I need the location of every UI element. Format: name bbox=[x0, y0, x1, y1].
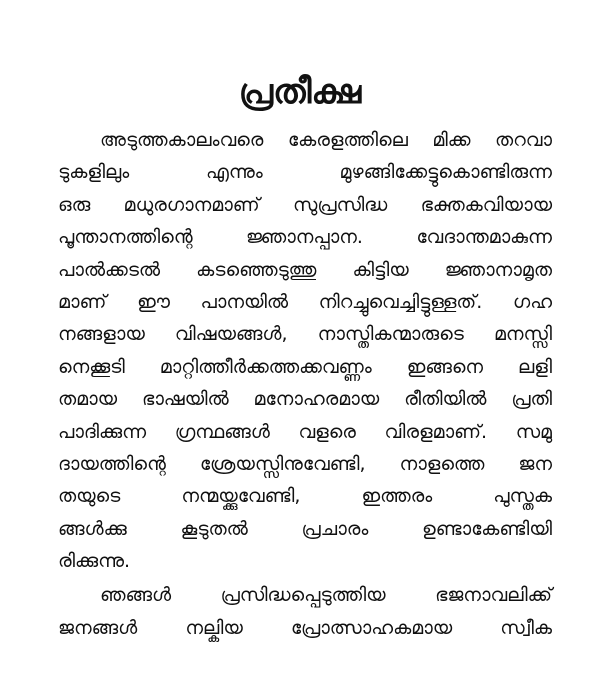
page-title: പ്രതീക്ഷ bbox=[238, 72, 362, 112]
text-line: തയുടെ നന്മയ്ക്കുവേണ്ടി, ഇത്തരം പുസ്തക bbox=[58, 485, 552, 508]
text-line: ഒരു മധുരഗാനമാണ് സുപ്രസിദ്ധ ഭക്തകവിയായ bbox=[58, 193, 552, 216]
text-line: പാൽക്കടൽ കടഞ്ഞെടുത്തു കിട്ടിയ ജ്ഞാനാമൃത bbox=[58, 258, 552, 281]
text-line: ടുകളിലും എന്നും മുഴങ്ങിക്കേട്ടുകൊണ്ടിരുന്ന bbox=[58, 161, 552, 184]
text-line: രിക്കുന്നു. bbox=[58, 550, 131, 573]
text-line: ദായത്തിന്റെ ശ്രേയസ്സിനുവേണ്ടി, നാളത്തെ ജന bbox=[58, 452, 552, 475]
text-line: നങ്ങളായ വിഷയങ്ങൾ, നാസ്തികന്മാരുടെ മനസ്സി bbox=[58, 323, 552, 346]
text-line: ങ്ങൾക്കു കൂടുതൽ പ്രചാരം ഉണ്ടാകേണ്ടിയി bbox=[58, 517, 552, 540]
text-line: അടുത്തകാലംവരെ കേരളത്തിലെ മിക്ക തറവാ bbox=[100, 129, 552, 151]
body-text bbox=[58, 124, 552, 644]
text-line: ജനങ്ങൾ നല്കിയ പ്രോത്സാഹകമായ സ്വീക bbox=[58, 616, 552, 639]
text-line: ഞങ്ങൾ പ്രസിദ്ധപ്പെടുത്തിയ ഭജനാവലിക്ക് bbox=[100, 584, 552, 607]
text-line: മാണ് ഈ പാനയിൽ നിറച്ചുവെച്ചിട്ടുള്ളത്. ഗഹ bbox=[58, 290, 552, 313]
text-line: നെക്കൂടി മാറ്റിത്തീർക്കത്തക്കവണ്ണം ഇങ്ങനെ ലളി bbox=[58, 355, 552, 378]
text-line: പാദിക്കുന്ന ഗ്രന്ഥങ്ങൾ വളരെ വിരളമാണ്. സമു bbox=[58, 420, 552, 443]
text-line: പൂന്താനത്തിന്റെ ജ്ഞാനപ്പാന. വേദാന്തമാകുന്ന bbox=[58, 226, 552, 249]
text-line: തമായ ഭാഷയിൽ മനോഹരമായ രീതിയിൽ പ്രതി bbox=[58, 388, 552, 411]
